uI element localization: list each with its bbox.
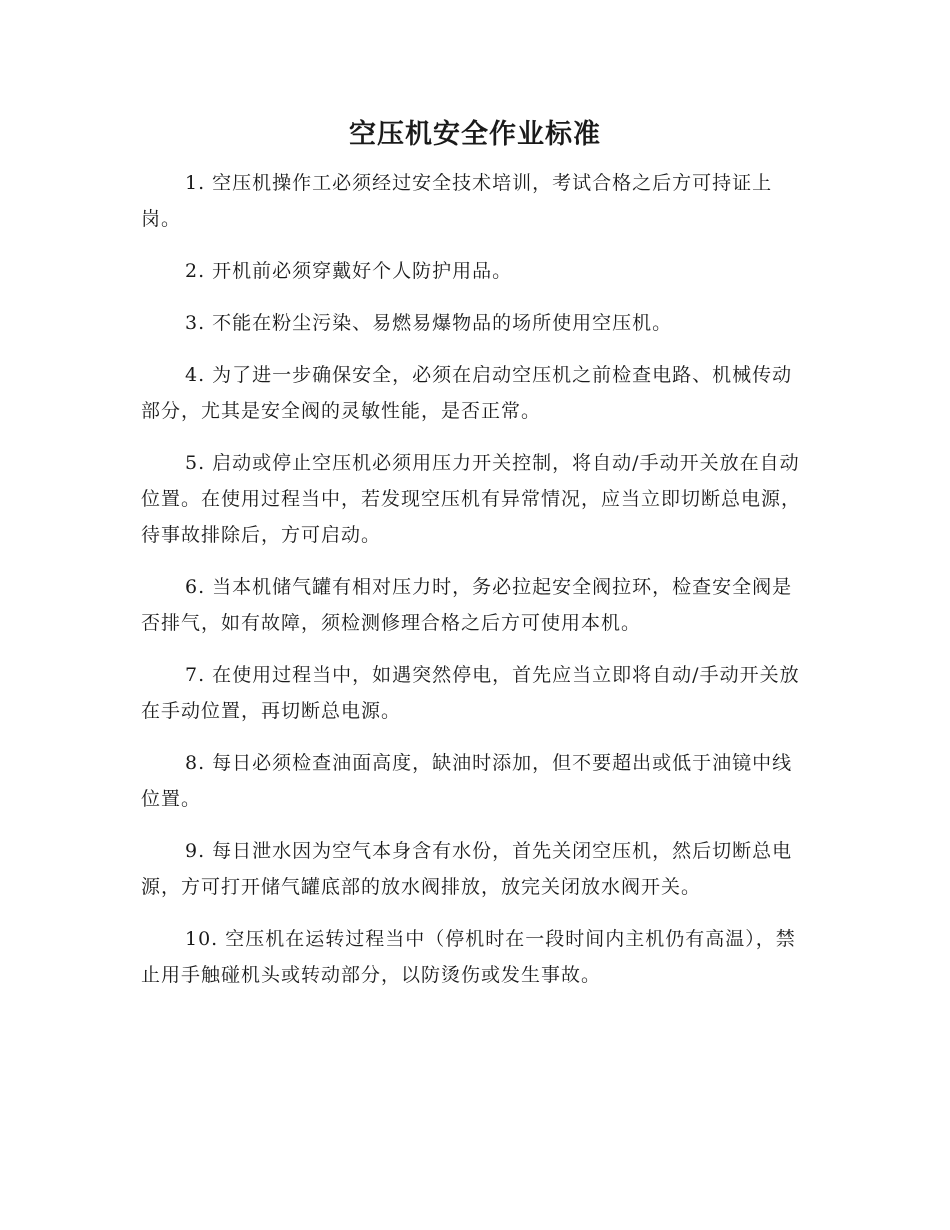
list-item: 2. 开机前必须穿戴好个人防护用品。 (185, 260, 513, 282)
document-title: 空压机安全作业标准 (349, 119, 601, 150)
document-body (141, 165, 806, 1009)
list-item: 4. 为了进一步确保安全，必须在启动空压机之前检查电路、机械传动部分，尤其是安全阀的灵敏性能，是否正常。 (141, 364, 793, 422)
list-item: 8. 每日必须检查油面高度，缺油时添加，但不要超出或低于油镜中线位置。 (141, 752, 793, 810)
list-item: 1. 空压机操作工必须经过安全技术培训，考试合格之后方可持证上岗。 (141, 172, 773, 230)
list-item: 6. 当本机储气罐有相对压力时，务必拉起安全阀拉环，检查安全阀是否排气，如有故障，须检测修理合格之后方可使用本机。 (141, 576, 793, 634)
list-item: 3. 不能在粉尘污染、易燃易爆物品的场所使用空压机。 (185, 312, 673, 334)
list-item: 7. 在使用过程当中，如遇突然停电，首先应当立即将自动/手动开关放在手动位置，再切断总电源。 (141, 664, 800, 722)
list-item: 10. 空压机在运转过程当中（停机时在一段时间内主机仍有高温），禁止用手触碰机头或转动部分，以防烫伤或发生事故。 (141, 928, 796, 986)
list-item: 5. 启动或停止空压机必须用压力开关控制，将自动/手动开关放在自动位置。在使用过程当中，若发现空压机有异常情况，应当立即切断总电源，待事故排除后，方可启动。 (141, 452, 802, 546)
list-item: 9. 每日泄水因为空气本身含有水份，首先关闭空压机，然后切断总电源，方可打开储气罐底部的放水阀排放，放完关闭放水阀开关。 (141, 840, 793, 898)
